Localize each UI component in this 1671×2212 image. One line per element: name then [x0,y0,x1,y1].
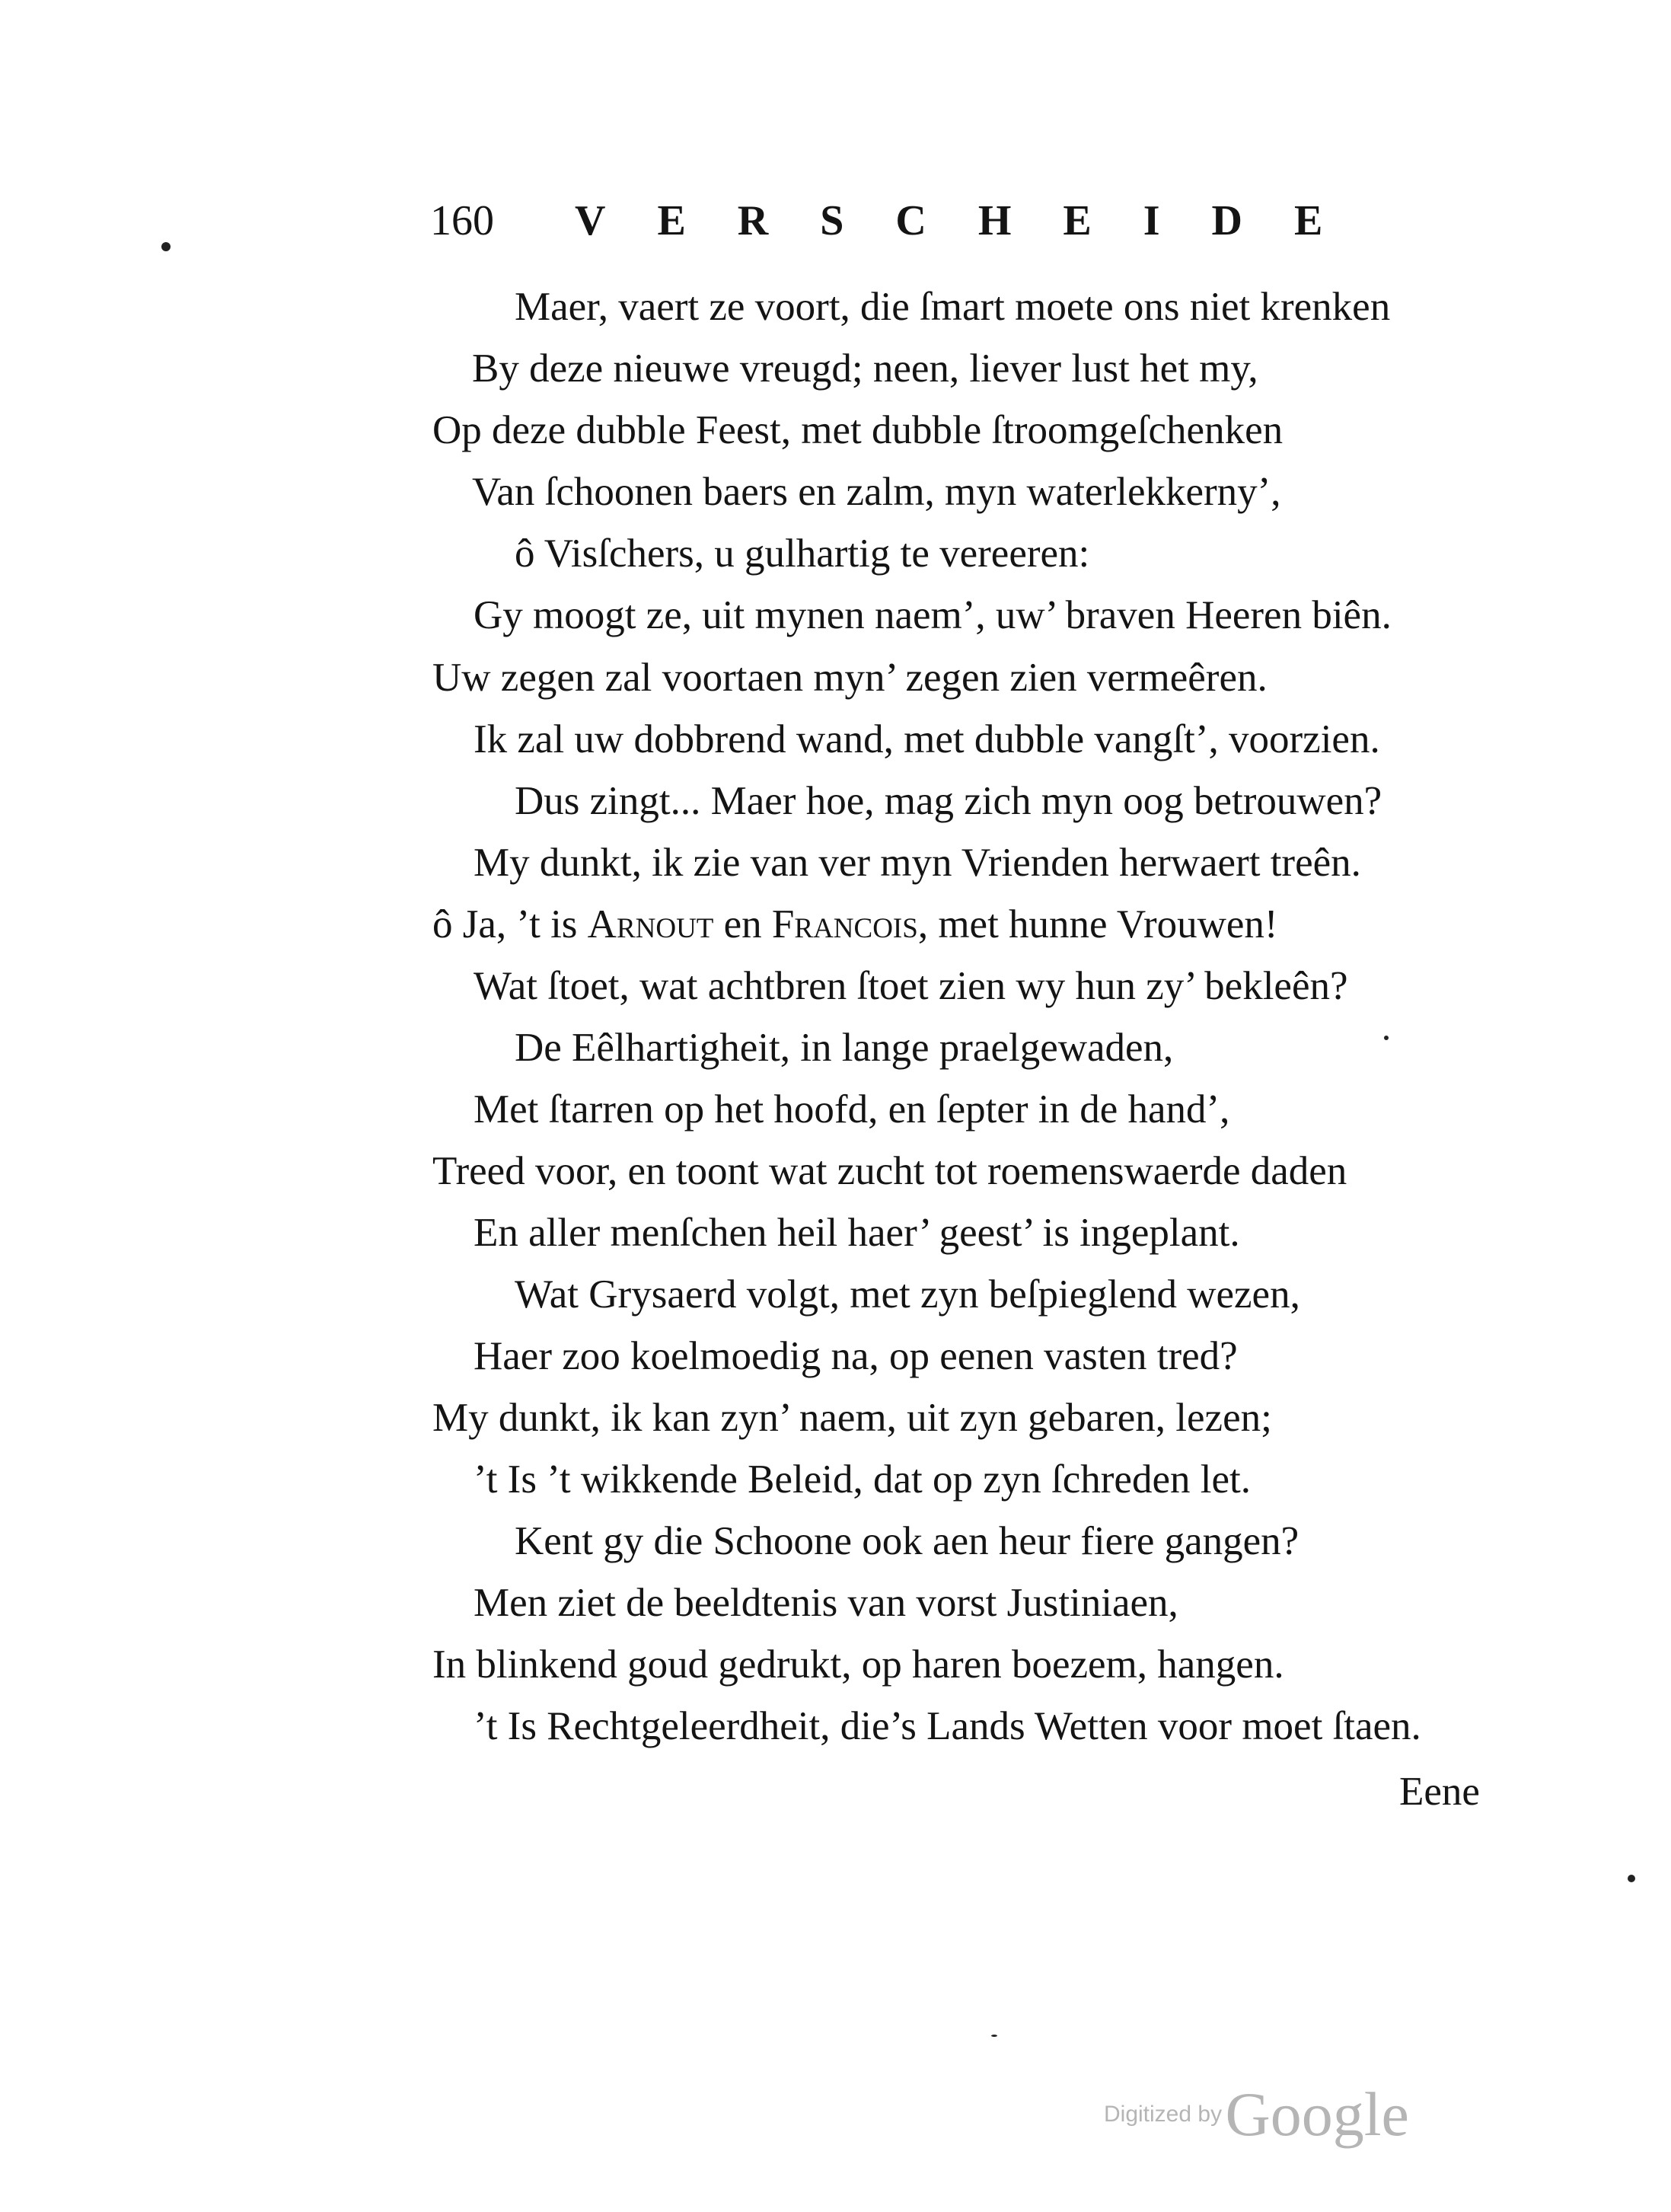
poem-line: My dunkt, ik zie van ver myn Vrienden herwaert treên. [474,841,1361,885]
poem-line: De Eêlhartigheit, in lange praelgewaden, [515,1026,1174,1070]
poem-line: Ik zal uw dobbrend wand, met dubble vangſt’, voorzien. [474,717,1380,761]
poem-line: Men ziet de beeldtenis van vorst Justiniaen, [474,1581,1178,1625]
scan-speck [1628,1875,1635,1882]
poem-line-text: en [713,902,772,946]
running-head-title: VERSCHEIDE [575,197,1375,244]
scan-speck [161,242,171,251]
poem-line: Treed voor, en toont wat zucht tot roemenswaerde daden [432,1149,1347,1193]
poem-line: Haer zoo koelmoedig na, op eenen vasten tred? [474,1334,1238,1378]
poem-line: Van ſchoonen baers en zalm, myn waterlekkerny’, [472,470,1281,514]
poem-line: My dunkt, ik kan zyn’ naem, uit zyn gebaren, lezen; [432,1396,1272,1440]
poem-line-text: ô Ja, ’t is [432,902,588,946]
scan-speck [1384,1036,1389,1040]
poem-line: Dus zingt... Maer hoe, mag zich myn oog betrouwen? [515,779,1382,823]
scan-speck [991,2035,997,2037]
poem-line: En aller menſchen heil haer’ geest’ is ingeplant. [474,1211,1240,1255]
running-header [430,190,1420,251]
poem-line: Gy moogt ze, uit mynen naem’, uw’ braven Heeren biên. [474,593,1392,637]
poem-line: ’t Is ’t wikkende Beleid, dat op zyn ſchreden let. [474,1457,1251,1502]
page-number: 160 [430,197,494,244]
poem-line-names [432,898,1278,951]
poem-line: ô Visſchers, u gulhartig te vereeren: [515,531,1090,576]
poem-line: Op deze dubble Feest, met dubble ſtroomgeſchenken [432,408,1284,452]
poem-line: By deze nieuwe vreugd; neen, liever lust het my, [472,346,1258,391]
poem-line: Uw zegen zal voortaen myn’ zegen zien vermeêren. [432,656,1268,700]
poem-line: Wat Grysaerd volgt, met zyn beſpieglend wezen, [515,1272,1300,1317]
poem-line: Wat ſtoet, wat achtbren ſtoet zien wy hun zy’ bekleên? [474,964,1348,1008]
digitized-by-google-watermark [1104,2079,1409,2150]
poem-line: Kent gy die Schoone ook aen heur fiere gangen? [515,1519,1299,1563]
poem-line: Maer, vaert ze voort, die ſmart moete ons niet krenken [515,285,1391,329]
poem-line-text: , met hunne Vrouwen! [917,902,1278,946]
google-logo-text: Google [1225,2080,1409,2149]
name-francois: Francois [771,902,918,946]
poem-line: In blinkend goud gedrukt, op haren boezem, hangen. [432,1642,1284,1687]
name-arnout: Arnout [587,902,714,946]
poem-line: Met ſtarren op het hoofd, en ſepter in de hand’, [474,1087,1230,1132]
watermark-prefix: Digitized by [1104,2102,1223,2127]
catchword: Eene [1399,1770,1480,1814]
poem-line: ’t Is Rechtgeleerdheit, die’s Lands Wetten voor moet ſtaen. [474,1704,1421,1748]
